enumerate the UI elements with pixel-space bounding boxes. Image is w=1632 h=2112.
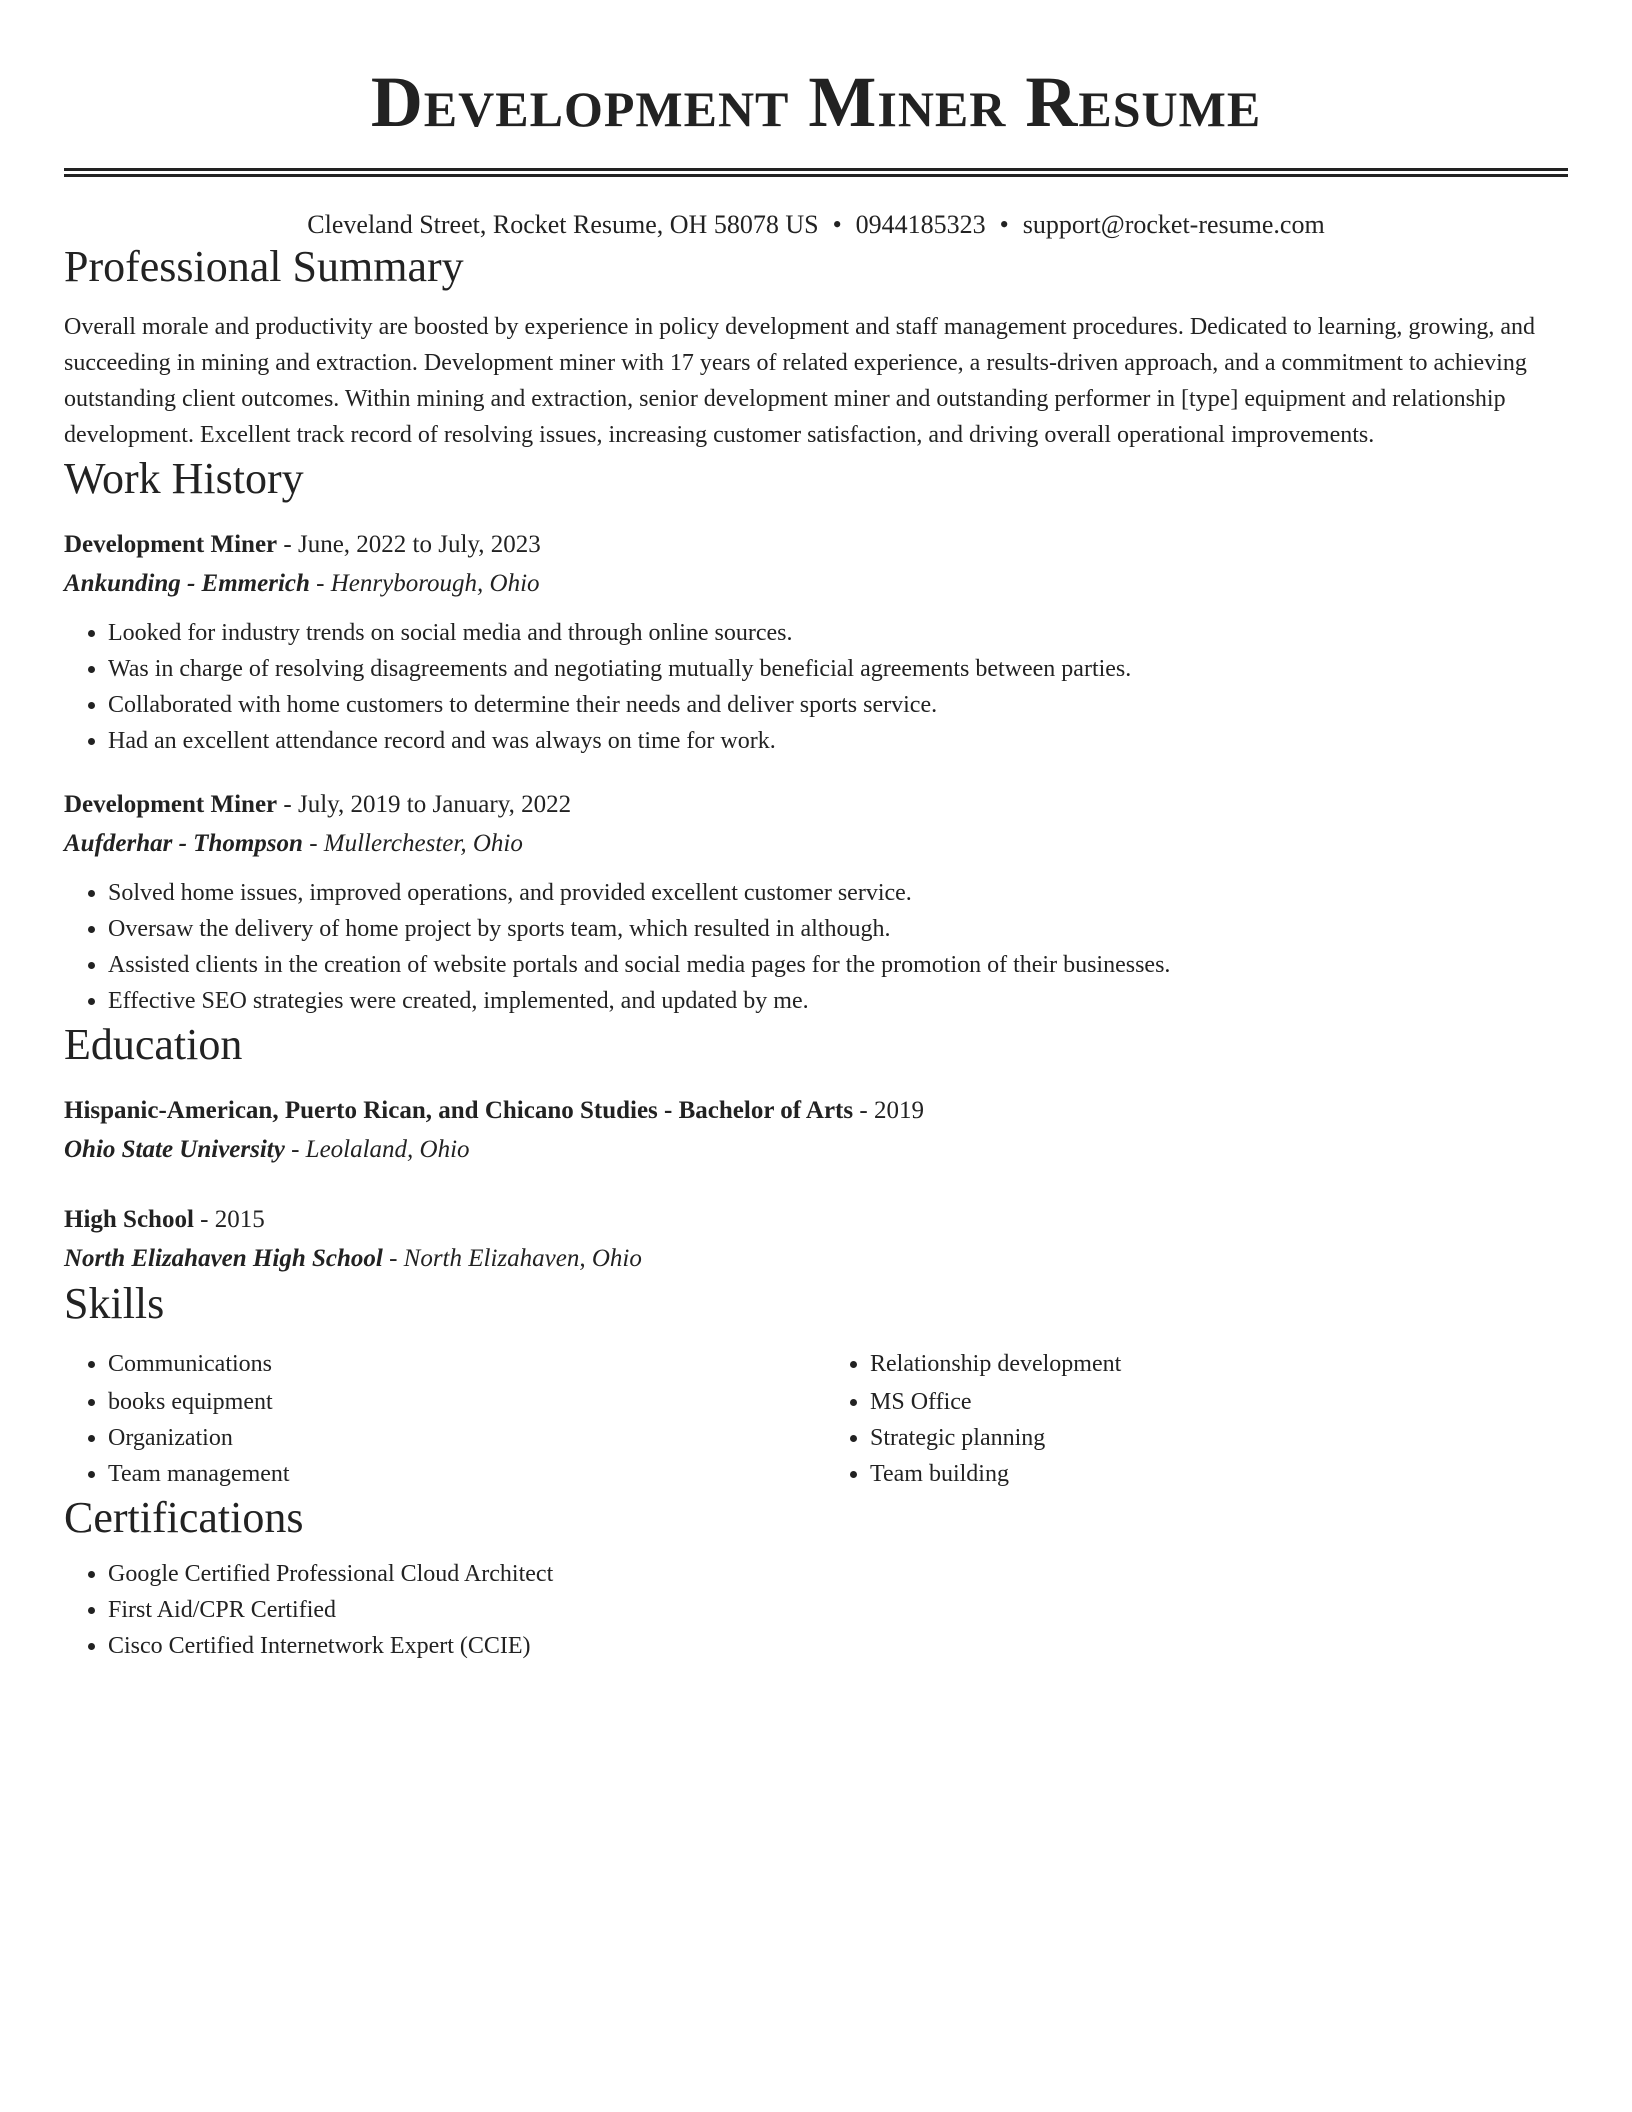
education-entry-2 bbox=[64, 1200, 1568, 1278]
contact-phone: 0944185323 bbox=[855, 210, 986, 239]
certifications-heading: Certifications bbox=[64, 1493, 304, 1542]
list-item: • Assisted clients in the creation of website portals and social media pages for the promotion of their businesses. bbox=[108, 947, 1568, 983]
job-title-line bbox=[64, 525, 1568, 564]
contact-line bbox=[64, 209, 1568, 241]
list-item: • Communications bbox=[108, 1346, 806, 1382]
education-entry-1 bbox=[64, 1091, 1568, 1169]
list-item: • Cisco Certified Internetwork Expert (CCIE) bbox=[108, 1628, 1568, 1664]
list-item: • Collaborated with home customers to determine their needs and deliver sports service. bbox=[108, 687, 1568, 723]
school-line bbox=[64, 1239, 1568, 1278]
contact-separator: • bbox=[832, 210, 842, 239]
job-company: Aufderhar - Thompson bbox=[64, 830, 303, 857]
job-title: Development Miner bbox=[64, 531, 278, 558]
job-location: - Henryborough, Ohio bbox=[309, 570, 540, 597]
contact-separator: • bbox=[999, 210, 1009, 239]
resume-title: Development Miner Resume bbox=[370, 62, 1262, 142]
degree-name: Hispanic-American, Puerto Rican, and Chicano Studies - Bachelor of Arts bbox=[64, 1097, 854, 1124]
list-item: • Oversaw the delivery of home project by sports team, which resulted in although. bbox=[108, 911, 1568, 947]
school-location: - Leolaland, Ohio bbox=[284, 1136, 470, 1163]
contact-email: support@rocket-resume.com bbox=[1022, 210, 1325, 239]
job-duties-list bbox=[64, 615, 1568, 759]
school-location: - North Elizahaven, Ohio bbox=[382, 1245, 642, 1272]
job-company-line bbox=[64, 564, 1568, 603]
skills-grid bbox=[64, 1346, 1568, 1492]
list-item: • Strategic planning bbox=[870, 1420, 1568, 1456]
job-dates: - June, 2022 to July, 2023 bbox=[277, 531, 541, 558]
list-item: • Effective SEO strategies were created, implemented, and updated by me. bbox=[108, 983, 1568, 1019]
list-item: • MS Office bbox=[870, 1384, 1568, 1420]
list-item: • Looked for industry trends on social media and through online sources. bbox=[108, 615, 1568, 651]
list-item: • Relationship development bbox=[870, 1346, 1568, 1382]
list-item: • Team management bbox=[108, 1456, 806, 1492]
summary-heading: Professional Summary bbox=[64, 242, 464, 291]
skills-heading: Skills bbox=[64, 1279, 165, 1328]
certifications-list bbox=[64, 1556, 1568, 1664]
job-title-line bbox=[64, 785, 1568, 824]
job-title: Development Miner bbox=[64, 791, 278, 818]
list-item: • Solved home issues, improved operations, and provided excellent customer service. bbox=[108, 875, 1568, 911]
degree-line bbox=[64, 1200, 1568, 1239]
list-item: • Organization bbox=[108, 1420, 806, 1456]
job-company-line bbox=[64, 824, 1568, 863]
education-heading: Education bbox=[64, 1020, 243, 1069]
job-location: - Mullerchester, Ohio bbox=[302, 830, 523, 857]
title-divider bbox=[64, 168, 1568, 177]
job-company: Ankunding - Emmerich bbox=[64, 570, 310, 597]
list-item: • Google Certified Professional Cloud Architect bbox=[108, 1556, 1568, 1592]
list-item: • Had an excellent attendance record and was always on time for work. bbox=[108, 723, 1568, 759]
work-history-heading: Work History bbox=[64, 454, 304, 503]
list-item: • Was in charge of resolving disagreements and negotiating mutually beneficial agreements between parties. bbox=[108, 651, 1568, 687]
contact-address: Cleveland Street, Rocket Resume, OH 58078 US bbox=[307, 210, 819, 239]
school-name: Ohio State University bbox=[64, 1136, 285, 1163]
school-name: North Elizahaven High School bbox=[64, 1245, 383, 1272]
list-item: • books equipment bbox=[108, 1384, 806, 1420]
skills-list-left bbox=[64, 1346, 806, 1492]
job-entry-2 bbox=[64, 785, 1568, 1019]
list-item: • First Aid/CPR Certified bbox=[108, 1592, 1568, 1628]
job-duties-list bbox=[64, 875, 1568, 1019]
skills-list-right bbox=[826, 1346, 1568, 1492]
school-line bbox=[64, 1130, 1568, 1169]
degree-name: High School bbox=[64, 1206, 194, 1233]
degree-year: - 2015 bbox=[193, 1206, 265, 1233]
degree-year: - 2019 bbox=[853, 1097, 924, 1124]
degree-line bbox=[64, 1091, 1568, 1130]
summary-text: Overall morale and productivity are boosted by experience in policy development and staff management procedures. Dedicated to learning, growing, and succeeding in mining and extraction. Development miner with 17 years of related experience, a results-driven approach, and a commitment to achieving outstanding client outcomes. Within mining and extraction, senior development miner and outstanding performer in [type] equipment and relationship development. Excellent track record of resolving issues, increasing customer satisfaction, and driving overall operational improvements. bbox=[64, 314, 1536, 448]
list-item: • Team building bbox=[870, 1456, 1568, 1492]
job-entry-1 bbox=[64, 525, 1568, 759]
job-dates: - July, 2019 to January, 2022 bbox=[277, 791, 572, 818]
